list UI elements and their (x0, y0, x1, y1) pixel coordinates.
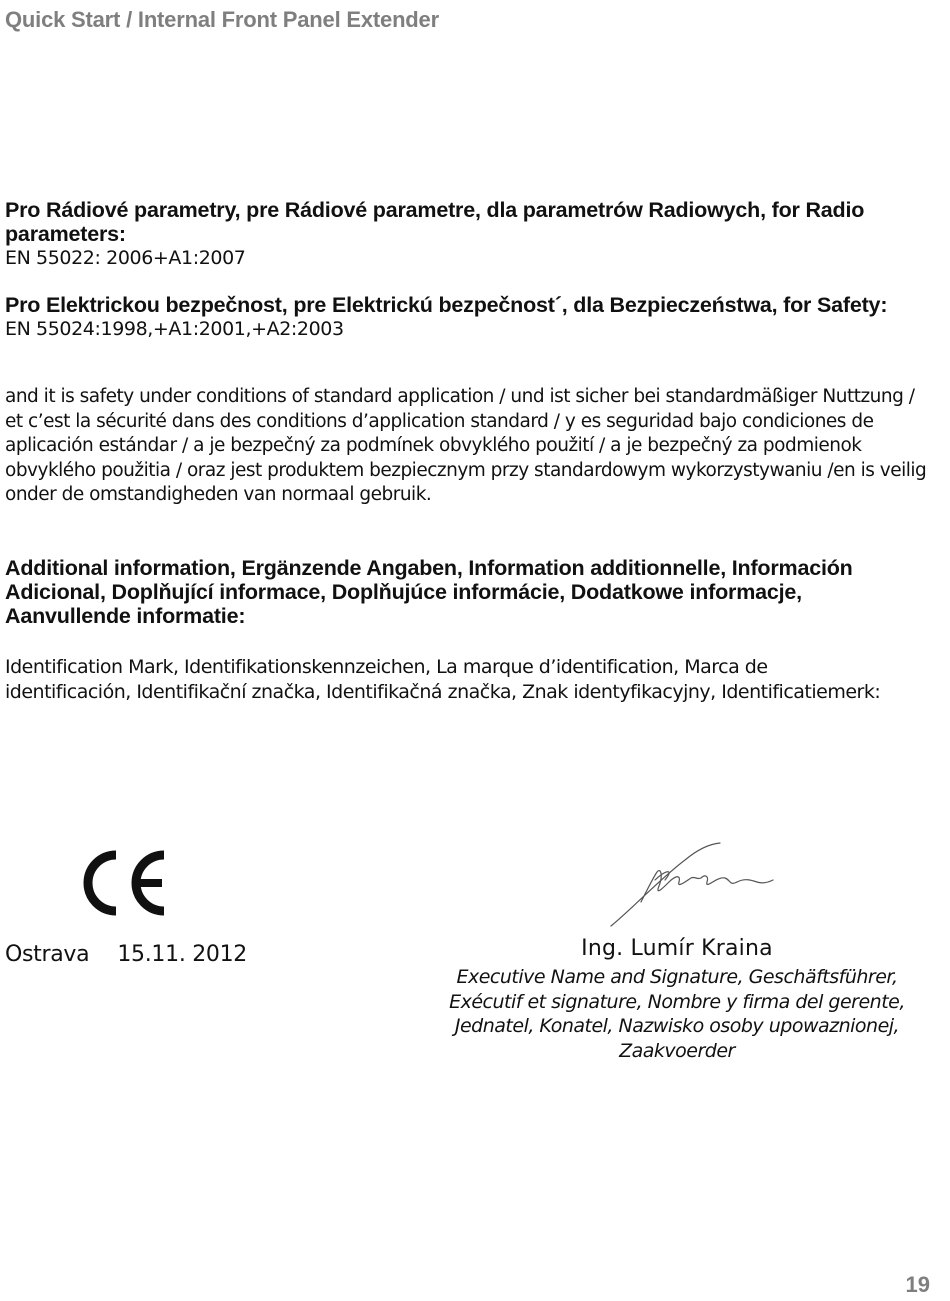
safety-heading: Pro Elektrickou bezpečnost, pre Elektrickú bezpečnost´, dla Bezpieczeństwa, for Safety: (5, 293, 888, 317)
ce-mark-icon (80, 848, 170, 918)
radio-parameters-heading: Pro Rádiové parametry, pre Rádiové parametre, dla parametrów Radiowych, for Radio parameters: (5, 198, 865, 246)
radio-parameters-standard: EN 55022: 2006+A1:2007 (5, 247, 246, 269)
page-number: 19 (905, 1272, 930, 1297)
identification-mark-text: Identification Mark, Identifikationskennzeichen, La marque d’identification, Marca de identificación, Identifikační značka, Identifikačná značka, Znak identyfikacyjny, Identificatiemerk: (5, 656, 881, 703)
signature-caption: Executive Name and Signature, Geschäftsführer, Exécutif et signature, Nombre y firma del gerente, Jednatel, Konatel, Nazwisko osoby upowaznionej, Zaakvoerder (449, 966, 905, 1062)
place: Ostrava (5, 942, 90, 967)
safety-standard: EN 55024:1998,+A1:2001,+A2:2003 (5, 318, 344, 340)
document-header: Quick Start / Internal Front Panel Extender (5, 7, 439, 32)
radio-parameters-section (5, 198, 935, 270)
safety-declaration-text: and it is safety under conditions of standard application / und ist sicher bei standardmäßiger Nuttzung / et c’est la sécurité dans des conditions d’application standard / y es seguridad bajo condiciones de aplicación estándar / a je bezpečný za podmínek obvyklého použití / a je bezpečný za podmienok obvyklého použitia / oraz jest produktem bezpiecznym przy standardowym wykorzystywaniu /en is veilig onder de omstandigheden van normaal gebruik. (5, 386, 927, 506)
additional-information-heading: Additional information, Ergänzende Angaben, Information additionnelle, Información Adicional, Doplňující informace, Doplňujúce informácie, Dodatkowe informacje, Aanvullende informatie: (5, 556, 853, 628)
date: 15.11. 2012 (117, 942, 247, 967)
safety-section (5, 293, 935, 341)
handwritten-signature (605, 840, 780, 930)
place-and-date (5, 942, 247, 967)
signer-name: Ing. Lumír Kraina (581, 936, 773, 961)
